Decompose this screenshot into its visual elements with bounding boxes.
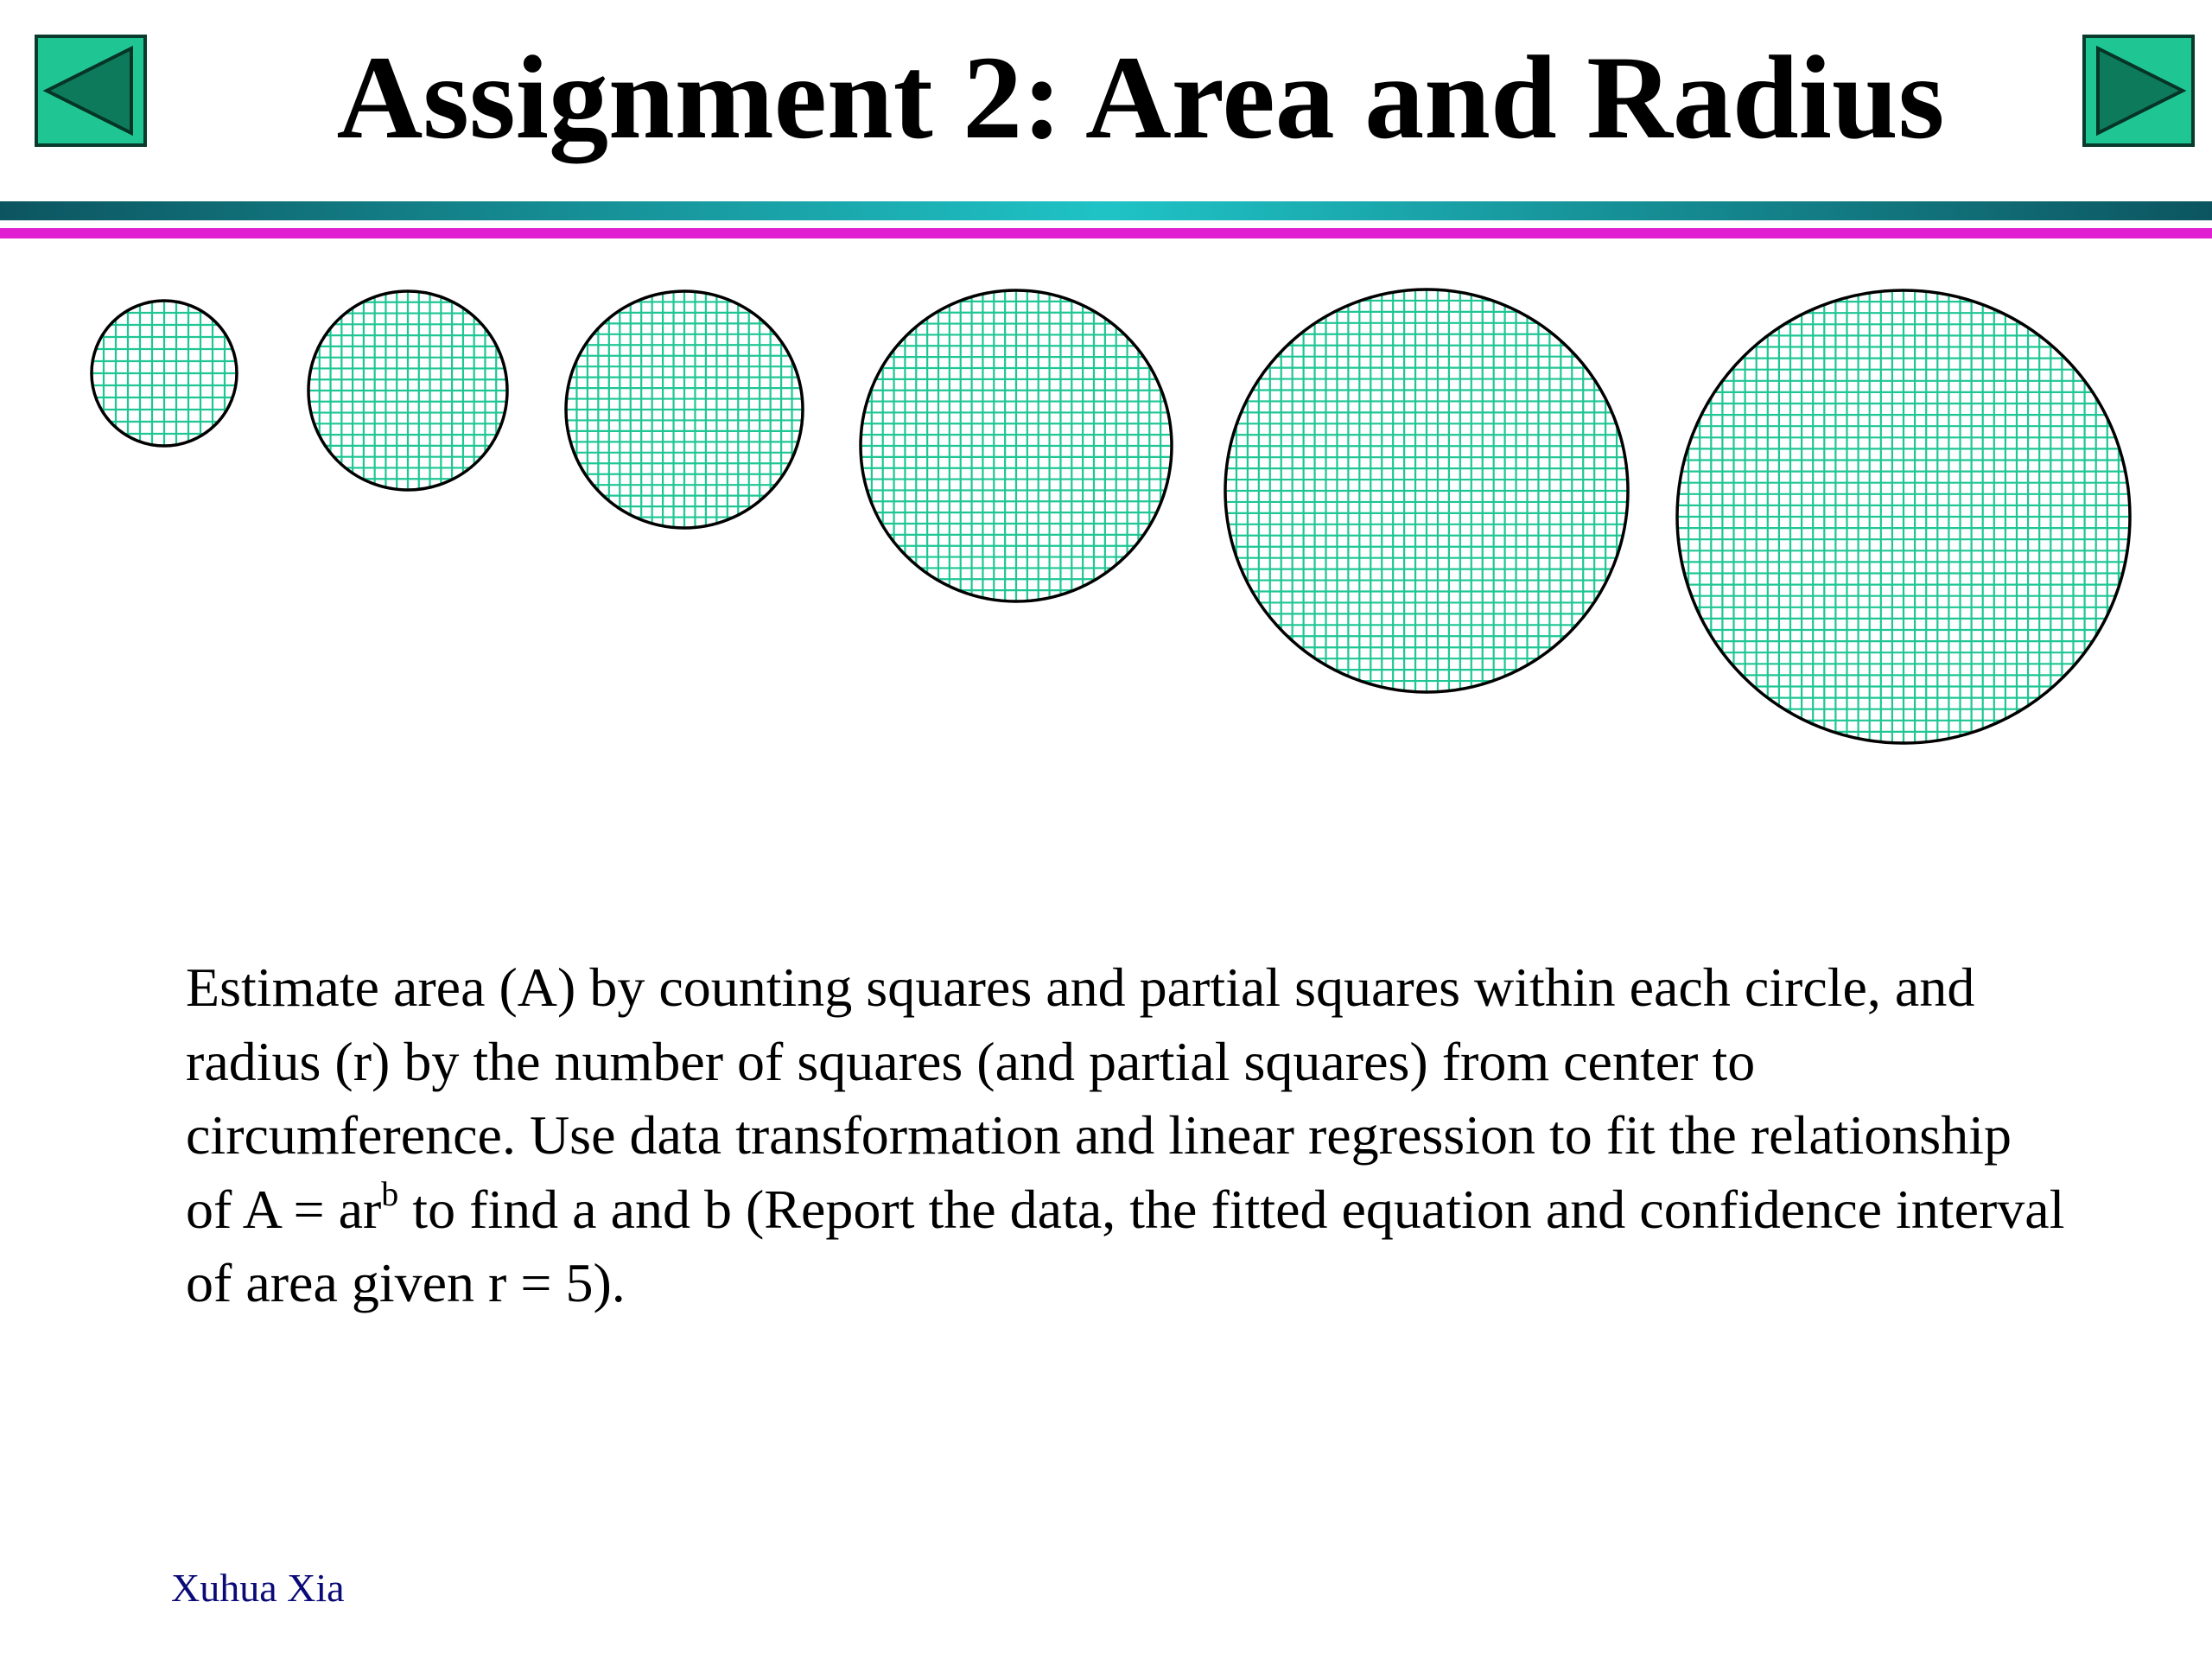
grid-lines [861,290,1172,601]
gridded-circle-1 [92,301,237,446]
next-slide-button[interactable] [2082,35,2195,147]
title-divider-gradient [0,201,2212,220]
instructions-text-part-2: to find a and b (Report the data, the fitted equation and confidence interval of area given r = 5). [186,1178,2065,1313]
title-divider-pink [0,228,2212,238]
instructions-text-part-1: Estimate area (A) by counting squares and partial squares within each circle, and radius (r) by the number of squares (and partial squares) from center to circumference. Use data transformation and linear regression to fit the relationship of A = ar [186,957,2012,1240]
gridded-circle-5 [1225,289,1628,692]
author-name: Xuhua Xia [171,1566,345,1610]
gridded-circles [0,259,2212,760]
right-arrow-icon [2082,35,2195,147]
slide-title: Assignment 2: Area and Radius [336,31,1945,163]
left-arrow-icon [35,35,147,147]
gridded-circle-4 [861,290,1172,601]
gridded-circle-3 [566,291,803,528]
gridded-circle-6 [1677,290,2130,743]
gridded-circle-2 [308,291,507,490]
previous-slide-button[interactable] [35,35,147,147]
grid-lines [1677,290,2130,743]
grid-lines [1225,289,1628,692]
assignment-instructions [186,950,2069,1320]
exponent-b: b [381,1173,399,1213]
